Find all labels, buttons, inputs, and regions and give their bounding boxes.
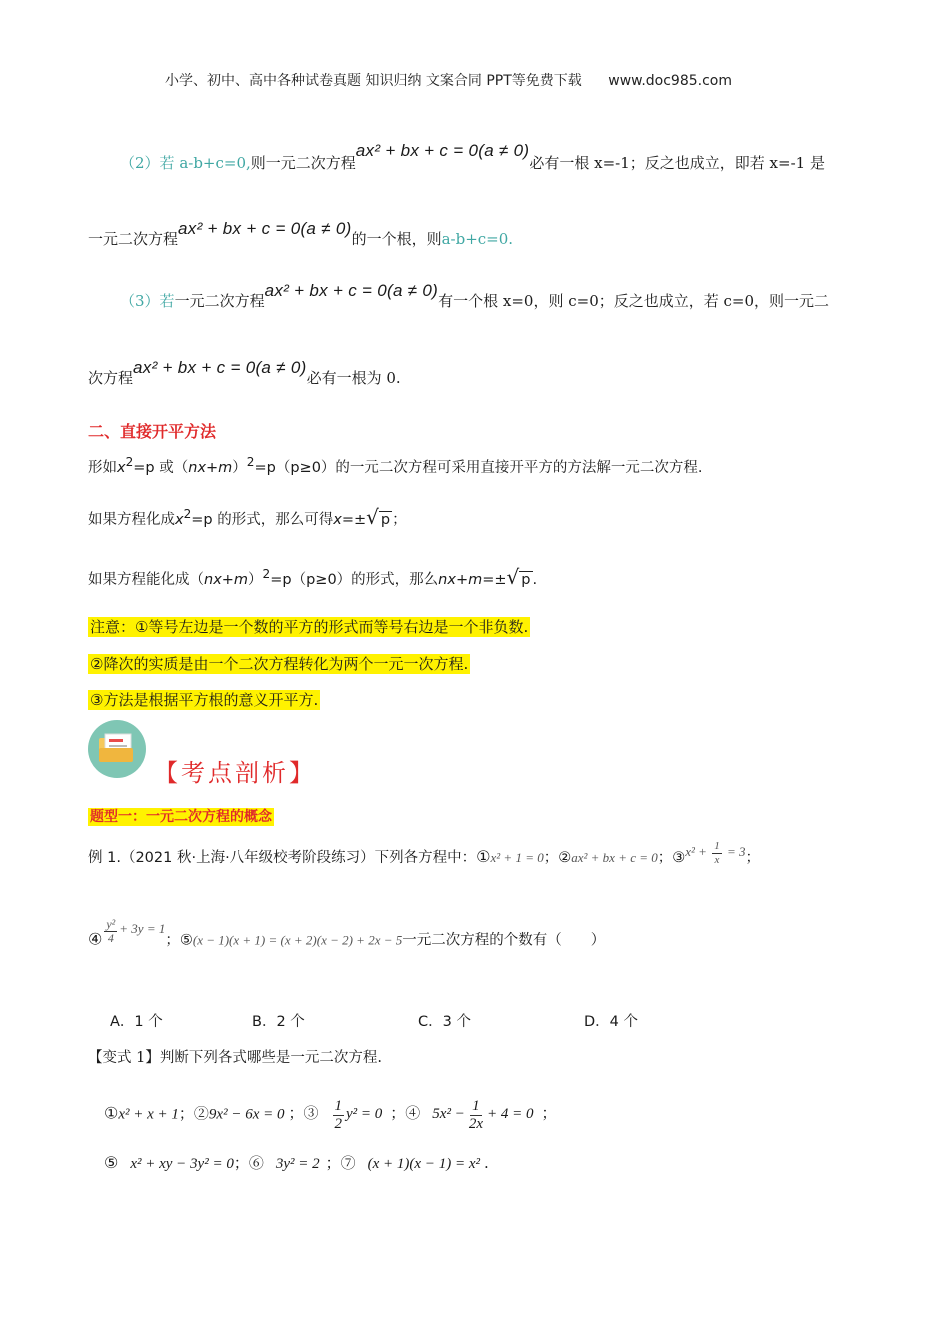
- equation-part: = 3: [723, 844, 746, 859]
- math-var: x: [175, 512, 184, 528]
- variant-1-line-1: [104, 1098, 557, 1132]
- numerator: y²: [106, 917, 116, 931]
- sqrt-arg: p: [521, 572, 531, 588]
- equation: [685, 840, 746, 866]
- example-1-line-1: [88, 840, 760, 872]
- numerator: 1: [472, 1098, 480, 1114]
- numerator: 1: [714, 840, 720, 853]
- equation: [432, 1098, 534, 1132]
- body-text: .: [532, 572, 538, 588]
- sqrt-icon: √: [506, 565, 520, 589]
- body-text: 如果方程能化成（: [88, 572, 204, 588]
- fraction: [467, 1098, 485, 1132]
- equation-standard-form: ax² + bx + c = 0(a ≠ 0): [355, 141, 530, 160]
- item-number: ；⑥: [233, 1154, 264, 1172]
- example-1-line-2: [88, 917, 606, 955]
- paragraph-3-line-2: [88, 358, 401, 388]
- note-line: [88, 653, 470, 674]
- body-text: 则一元二次方程: [250, 154, 356, 172]
- item-number: ；③: [288, 1104, 319, 1123]
- item-number: ；④: [390, 1104, 421, 1123]
- body-text: =p（p≥0）的一元二次方程可采用直接开平方的方法解一元二次方程.: [254, 459, 703, 476]
- item-number: ⑤: [104, 1153, 119, 1172]
- fraction: [712, 840, 722, 865]
- definition-line: [88, 455, 703, 477]
- kaodian-heading: 【考点剖析】: [154, 759, 316, 787]
- equation-part: 5x² −: [432, 1106, 465, 1123]
- paragraph-2-line-1: [120, 141, 825, 173]
- paragraph-3-line-1: [120, 281, 830, 311]
- item-index: （3）: [120, 292, 160, 310]
- numerator: 1: [334, 1098, 342, 1114]
- item-number: ①: [476, 847, 491, 866]
- sqrt-arg: p: [380, 512, 391, 528]
- denominator: 2: [334, 1115, 342, 1132]
- equation-standard-form: ax² + bx + c = 0(a ≠ 0): [178, 219, 352, 238]
- body-text: 有一个根 x=0，则 c=0；反之也成立，若 c=0，则一元二: [438, 292, 830, 310]
- superscript: 2: [125, 455, 134, 469]
- math-var: nx+m: [188, 459, 233, 476]
- note-text: 注意：①等号左边是一个数的平方的形式而等号右边是一个非负数.: [90, 618, 529, 636]
- header-banner: [165, 70, 732, 90]
- fraction: [104, 918, 117, 945]
- option-a[interactable]: A．1 个: [110, 1014, 163, 1030]
- section-title: 二、直接开平方法: [88, 422, 217, 441]
- equation: x² + x + 1: [118, 1106, 179, 1123]
- folder-icon: [88, 720, 146, 778]
- superscript: 2: [183, 507, 192, 522]
- option-c[interactable]: C．3 个: [418, 1014, 471, 1030]
- math-var: x: [117, 459, 126, 476]
- separator: ；: [541, 1104, 557, 1123]
- item-number: ①: [104, 1103, 119, 1123]
- equation: (x − 1)(x + 1) = (x + 2)(x − 2) + 2x − 5: [192, 932, 403, 948]
- header-text: 小学、初中、高中各种试卷真题 知识归纳 文案合同 PPT等免费下载: [165, 73, 582, 89]
- equation: (x + 1)(x − 1) = x²: [367, 1156, 480, 1172]
- body-text: 次方程: [88, 369, 134, 387]
- equation-standard-form: ax² + bx + c = 0(a ≠ 0): [264, 281, 439, 300]
- method-line-1: [88, 505, 407, 529]
- equation: ax² + bx + c = 0: [571, 850, 658, 865]
- item-number: ；⑦: [325, 1154, 356, 1172]
- equation-part: + 4 = 0: [487, 1106, 534, 1123]
- sqrt-icon: √: [366, 505, 379, 529]
- condition-text: 若: [159, 292, 175, 310]
- denominator: 4: [107, 931, 114, 946]
- item-number: ；②: [543, 850, 572, 866]
- question-type-label: [88, 806, 274, 826]
- variant-1-title: 【变式 1】判断下列各式哪些是一元二次方程.: [88, 1050, 382, 1066]
- condition-text: 若 a-b+c=0,: [159, 154, 251, 172]
- method-line-2: [88, 565, 537, 589]
- question-stem: 一元二次方程的个数有（ ）: [402, 932, 606, 949]
- body-text: 的一个根，则: [351, 230, 442, 248]
- option-b[interactable]: B．2 个: [252, 1014, 305, 1030]
- body-text: 一元二次方程: [88, 230, 179, 248]
- header-url[interactable]: www.doc985.com: [608, 73, 732, 89]
- body-text: =p 或（: [133, 459, 189, 476]
- body-text: 必有一根为 0.: [306, 369, 401, 387]
- superscript: 2: [262, 567, 271, 582]
- note-line: [88, 616, 530, 637]
- math-var: nx+m=±: [438, 572, 507, 588]
- item-number: ；⑤: [165, 932, 193, 949]
- superscript: 2: [246, 455, 255, 469]
- equation: 9x² − 6x = 0: [208, 1106, 285, 1123]
- body-text: ）: [248, 572, 263, 588]
- item-index: （2）: [120, 154, 160, 172]
- body-text: 必有一根 x=-1；反之也成立，即若 x=-1 是: [529, 154, 825, 172]
- body-text: ；: [392, 512, 407, 528]
- variant-1-line-2: [104, 1152, 489, 1173]
- separator: .: [483, 1154, 489, 1172]
- equation-part: y² = 0: [346, 1106, 383, 1123]
- type-text: 题型一：一元二次方程的概念: [90, 809, 272, 825]
- separator: ；: [745, 850, 760, 866]
- example-prefix: 例 1.（2021 秋·上海·八年级校考阶段练习）下列各方程中：: [88, 850, 477, 866]
- note-line: [88, 689, 320, 710]
- fraction: [333, 1098, 345, 1132]
- equation: x² + 1 = 0: [490, 850, 544, 865]
- equation: [102, 917, 166, 948]
- body-text: 如果方程化成: [88, 512, 175, 528]
- equation-part: + 3y = 1: [119, 920, 166, 936]
- body-text: =p（p≥0）的形式，那么: [270, 572, 439, 588]
- body-text: ）: [232, 459, 247, 476]
- item-number: ④: [88, 929, 103, 949]
- condition-text: a-b+c=0.: [441, 230, 514, 248]
- equation-standard-form: ax² + bx + c = 0(a ≠ 0): [133, 358, 307, 377]
- equation-part: x² +: [685, 844, 711, 859]
- equation: 3y² = 2: [275, 1156, 320, 1172]
- option-d[interactable]: D．4 个: [584, 1014, 638, 1030]
- note-text: ②降次的实质是由一个二次方程转化为两个一元一次方程.: [90, 655, 469, 673]
- item-number: ；②: [178, 1104, 209, 1123]
- body-text: =p 的形式，那么可得: [191, 512, 334, 528]
- denominator: 2x: [468, 1115, 483, 1132]
- body-text: 形如: [88, 459, 117, 476]
- equation: x² + xy − 3y² = 0: [130, 1156, 234, 1172]
- paragraph-2-line-2: [88, 219, 514, 249]
- item-number: ；③: [657, 850, 686, 866]
- equation: [331, 1098, 383, 1132]
- math-var: nx+m: [204, 572, 249, 588]
- math-var: x=±: [333, 512, 367, 528]
- body-text: 一元二次方程: [174, 292, 265, 310]
- denominator: x: [714, 853, 720, 866]
- note-text: ③方法是根据平方根的意义开平方.: [90, 691, 319, 709]
